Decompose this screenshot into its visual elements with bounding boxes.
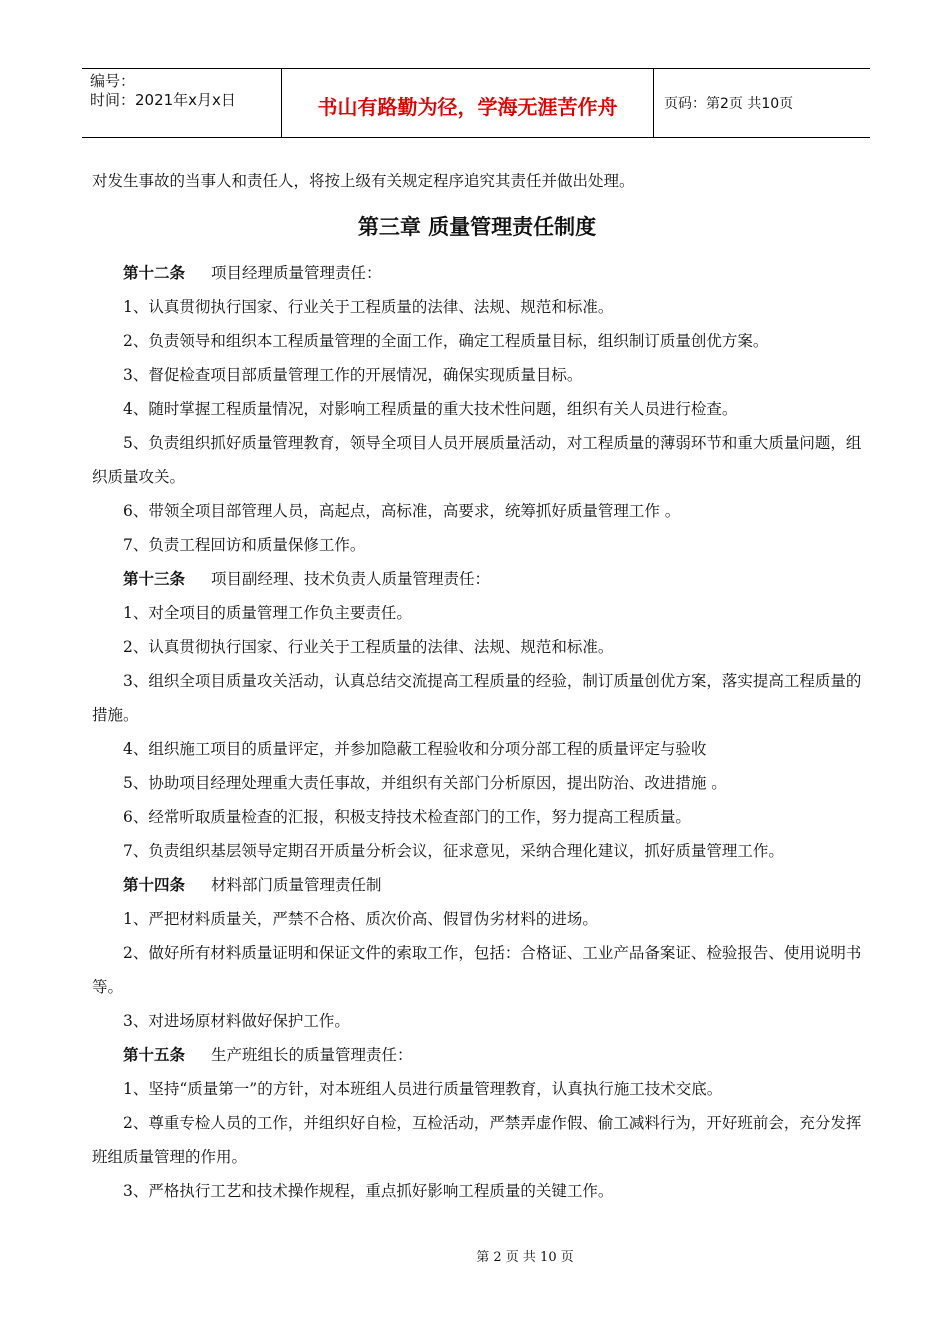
- list-item: 1、坚持“质量第一”的方针，对本班组人员进行质量管理教育，认真执行施工技术交底。: [123, 1080, 723, 1098]
- list-item: 3、对进场原材料做好保护工作。: [123, 1012, 350, 1030]
- article-number: 第十二条: [123, 264, 186, 282]
- article-heading: [92, 562, 862, 596]
- document-header: [82, 68, 870, 138]
- header-meta: [82, 69, 282, 137]
- chapter-title: 第三章 质量管理责任制度: [357, 215, 597, 239]
- list-item: 4、随时掌握工程质量情况，对影响工程质量的重大技术性问题，组织有关人员进行检查。: [123, 400, 738, 418]
- article-heading: [92, 256, 862, 290]
- page-footer: 第 2 页 共 10 页: [476, 1250, 574, 1265]
- date-line: 时间：2021年x月x日: [90, 91, 236, 109]
- list-item: 2、做好所有材料质量证明和保证文件的索取工作，包括：合格证、工业产品备案证、检验报告、使用说明书等。: [92, 944, 862, 996]
- list-item: 1、严把材料质量关，严禁不合格、质次价高、假冒伪劣材料的进场。: [123, 910, 598, 928]
- article-heading: [92, 1038, 862, 1072]
- list-item: 1、对全项目的质量管理工作负主要责任。: [123, 604, 412, 622]
- serial-label: 编号：: [90, 72, 136, 90]
- article-heading: [92, 868, 862, 902]
- article-number: 第十四条: [123, 876, 186, 894]
- article-subject: 材料部门质量管理责任制: [211, 876, 382, 894]
- list-item: 2、负责领导和组织本工程质量管理的全面工作，确定工程质量目标，组织制订质量创优方案。: [123, 332, 769, 350]
- list-item: 6、带领全项目部管理人员，高起点，高标准，高要求，统筹抓好质量管理工作 。: [123, 502, 681, 520]
- header-motto: 书山有路勤为径，学海无涯苦作舟: [282, 69, 654, 137]
- list-item: 2、尊重专检人员的工作，并组织好自检，互检活动，严禁弄虚作假、偷工减料行为，开好班前会，充分发挥班组质量管理的作用。: [92, 1114, 862, 1166]
- intro-paragraph: 对发生事故的当事人和责任人，将按上级有关规定程序追究其责任并做出处理。: [92, 172, 635, 190]
- article-subject: 项目副经理、技术负责人质量管理责任：: [211, 570, 491, 588]
- list-item: 7、负责组织基层领导定期召开质量分析会议，征求意见，采纳合理化建议，抓好质量管理工作。: [123, 842, 784, 860]
- article-number: 第十五条: [123, 1046, 186, 1064]
- header-page-info: 页码：第2页 共10页: [664, 96, 794, 112]
- list-item: 6、经常听取质量检查的汇报，积极支持技术检查部门的工作，努力提高工程质量。: [123, 808, 691, 826]
- list-item: 7、负责工程回访和质量保修工作。: [123, 536, 366, 554]
- list-item: 3、严格执行工艺和技术操作规程，重点抓好影响工程质量的关键工作。: [123, 1182, 614, 1200]
- list-item: 1、认真贯彻执行国家、行业关于工程质量的法律、法规、规范和标准。: [123, 298, 614, 316]
- list-item: 4、组织施工项目的质量评定，并参加隐蔽工程验收和分项分部工程的质量评定与验收: [123, 740, 707, 758]
- article-subject: 项目经理质量管理责任：: [211, 264, 382, 282]
- list-item: 3、督促检查项目部质量管理工作的开展情况，确保实现质量目标。: [123, 366, 583, 384]
- list-item: 5、负责组织抓好质量管理教育，领导全项目人员开展质量活动，对工程质量的薄弱环节和重大质量问题，组织质量攻关。: [92, 434, 862, 486]
- list-item: 5、协助项目经理处理重大责任事故，并组织有关部门分析原因，提出防治、改进措施 。: [123, 774, 727, 792]
- article-subject: 生产班组长的质量管理责任：: [211, 1046, 413, 1064]
- list-item: 3、组织全项目质量攻关活动，认真总结交流提高工程质量的经验，制订质量创优方案，落实提高工程质量的措施。: [92, 672, 862, 724]
- document-body: [92, 164, 862, 1208]
- list-item: 2、认真贯彻执行国家、行业关于工程质量的法律、法规、规范和标准。: [123, 638, 614, 656]
- article-number: 第十三条: [123, 570, 186, 588]
